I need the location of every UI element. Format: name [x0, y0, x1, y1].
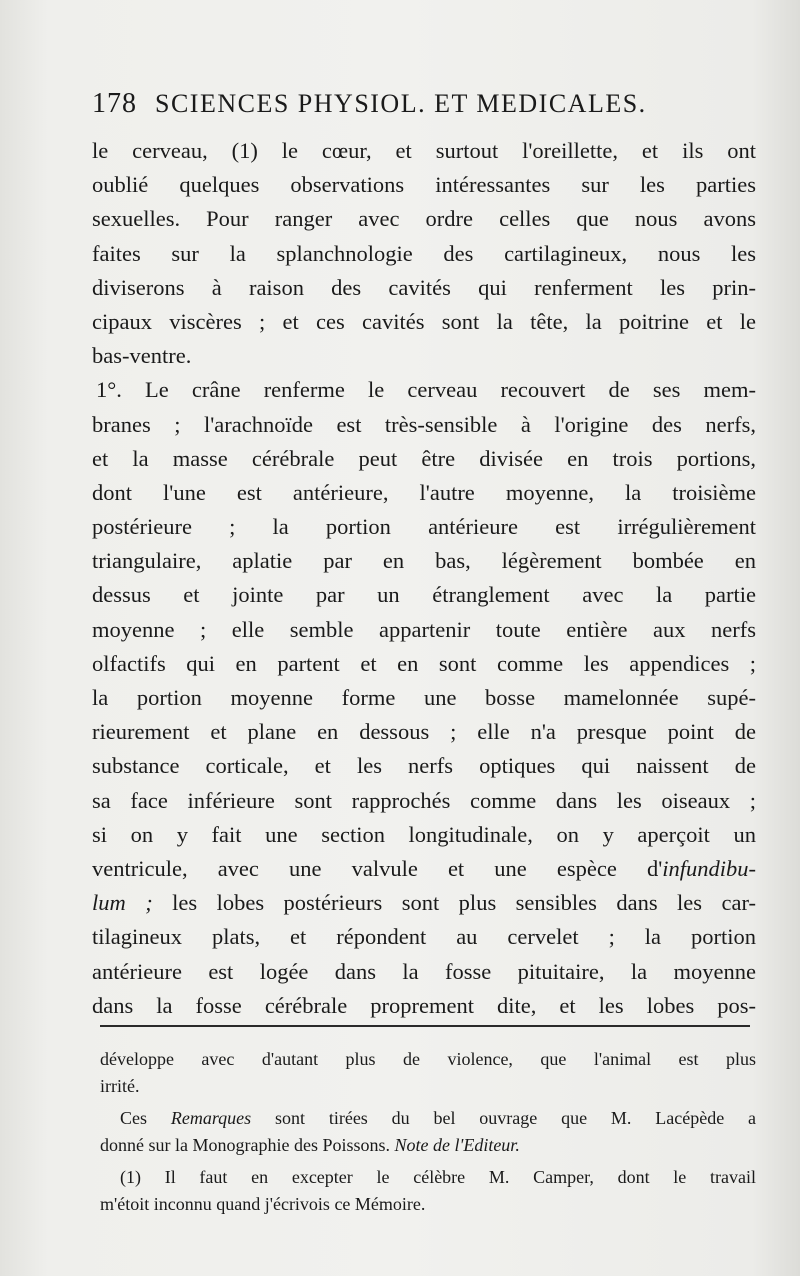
text-segment: les lobes postérieurs sont plus sensibles dans les car-	[152, 890, 756, 916]
footnote-line: m'étoit inconnu quand j'écrivois ce Mémoire.	[100, 1193, 426, 1214]
text-segment: sont tirées du bel ouvrage que M. Lacépède a	[251, 1108, 757, 1128]
italic-term: lum ;	[92, 890, 153, 916]
text-line: cipaux viscères ; et ces cavités sont la tête, la poitrine et le	[92, 308, 756, 334]
text-line: substance corticale, et les nerfs optiques qui naissent de	[92, 753, 756, 779]
text-line: diviserons à raison des cavités qui renferment les prin-	[92, 274, 756, 300]
footnote-line: irrité.	[100, 1075, 140, 1096]
text-line: faites sur la splanchnologie des cartilagineux, nous les	[92, 240, 756, 266]
footnote-separator-rule	[100, 1025, 750, 1027]
page-header	[92, 88, 712, 128]
text-line: dont l'une est antérieure, l'autre moyenne, la troisième	[92, 479, 756, 505]
italic-term: infundibu-	[662, 855, 756, 881]
editor-note	[100, 1105, 756, 1158]
text-line: branes ; l'arachnoïde est très-sensible à l'origine des nerfs,	[92, 411, 756, 437]
footnote-line: développe avec d'autant plus de violence, que l'animal est plus	[100, 1049, 756, 1069]
text-line: 1°. Le crâne renferme le cerveau recouvert de ses mem-	[96, 377, 756, 403]
text-line: le cerveau, (1) le cœur, et surtout l'oreillette, et ils ont	[92, 138, 756, 163]
page-number: 178	[92, 88, 137, 119]
text-line: tilagineux plats, et répondent au cervelet ; la portion	[92, 924, 756, 950]
footnote-line	[100, 1132, 756, 1159]
footnotes	[100, 1046, 756, 1223]
text-line-with-italic	[92, 852, 756, 886]
text-line: olfactifs qui en partent et en sont comme les appendices ;	[92, 650, 756, 676]
text-line-with-italic	[92, 886, 756, 920]
text-line: et la masse cérébrale peut être divisée en trois portions,	[92, 445, 756, 471]
text-line: oublié quelques observations intéressantes sur les parties	[92, 172, 756, 198]
text-line: sexuelles. Pour ranger avec ordre celles que nous avons	[92, 206, 756, 232]
running-title: SCIENCES PHYSIOL. ET MEDICALES.	[155, 89, 647, 118]
text-line: moyenne ; elle semble appartenir toute entière aux nerfs	[92, 616, 756, 642]
text-segment: Ces	[120, 1108, 171, 1128]
text-line: rieurement et plane en dessous ; elle n'a presque point de	[92, 719, 756, 745]
italic-term: Remarques	[170, 1108, 252, 1128]
text-line: dessus et jointe par un étranglement avec la partie	[92, 582, 756, 608]
text-line: antérieure est logée dans la fosse pituitaire, la moyenne	[92, 958, 756, 984]
footnote-line: (1) Il faut en excepter le célèbre M. Camper, dont le travail	[120, 1167, 756, 1187]
footnote-continuation	[100, 1046, 756, 1099]
text-segment: ventricule, avec une valvule et une espèce d'	[92, 855, 663, 881]
text-line: la portion moyenne forme une bosse mamelonnée supé-	[92, 685, 756, 710]
italic-term: Note de l'Editeur.	[394, 1134, 520, 1155]
footnote-line	[100, 1105, 756, 1132]
text-line: triangulaire, aplatie par en bas, légèrement bombée en	[92, 548, 756, 574]
text-line: dans la fosse cérébrale proprement dite, et les lobes pos-	[92, 992, 756, 1018]
text-line: sa face inférieure sont rapprochés comme dans les oiseaux ;	[92, 787, 756, 813]
main-text	[92, 134, 756, 1023]
text-line: postérieure ; la portion antérieure est irrégulièrement	[92, 514, 756, 540]
text-segment: donné sur la Monographie des Poissons.	[100, 1134, 395, 1155]
footnote-1	[100, 1164, 756, 1217]
text-line: si on y fait une section longitudinale, on y aperçoit un	[92, 821, 756, 847]
text-line: bas-ventre.	[92, 343, 192, 369]
